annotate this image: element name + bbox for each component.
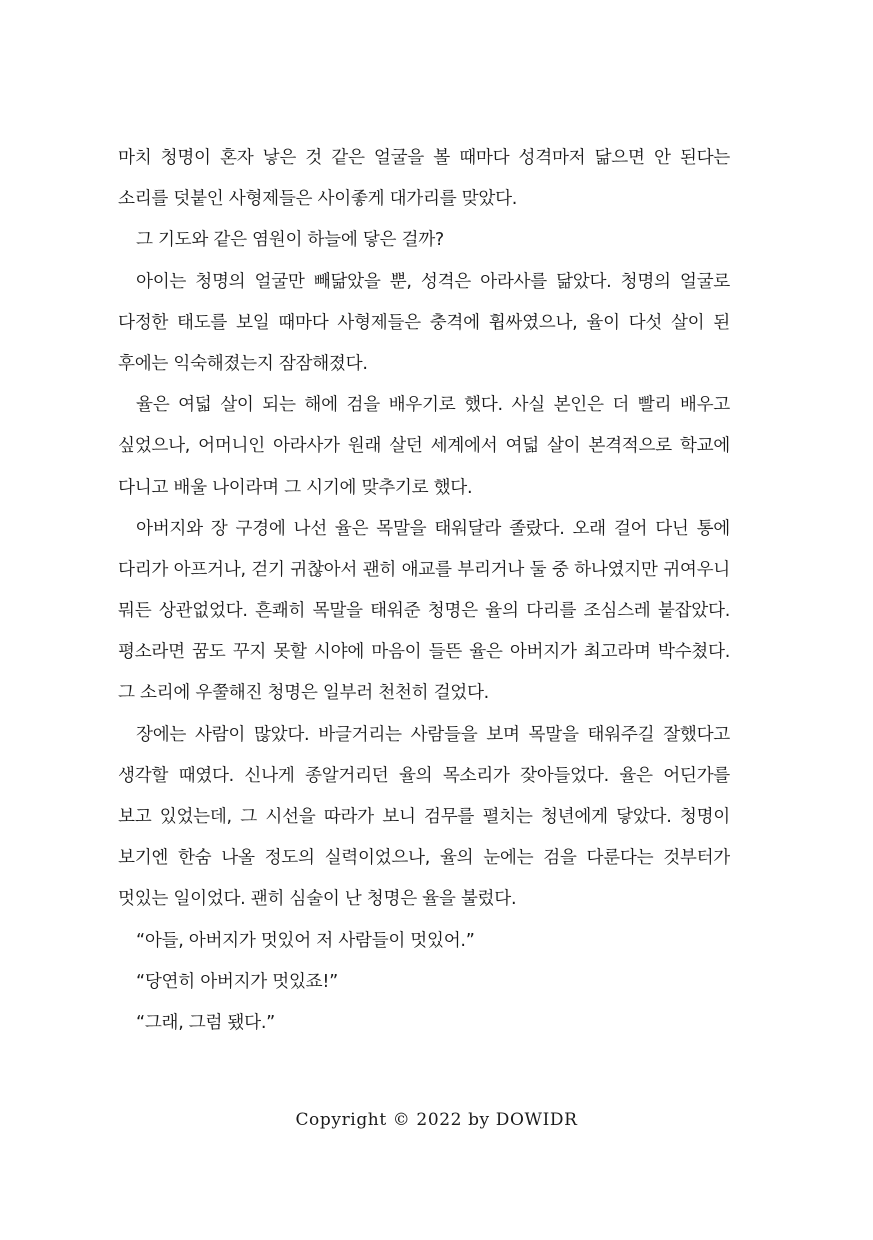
text-line: “아들, 아버지가 멋있어 저 사람들이 멋있어.” bbox=[136, 930, 475, 951]
text-line: 장에는 사람이 많았다. 바글거리는 사람들을 보며 목말을 태워주길 잘했다고 bbox=[136, 724, 730, 745]
text-line: 뭐든 상관없었다. 흔쾌히 목말을 태워준 청명은 율의 다리를 조심스레 붙잡았다. bbox=[118, 601, 730, 622]
text-line: 멋있는 일이었다. 괜히 심술이 난 청명은 율을 불렀다. bbox=[118, 889, 517, 910]
text-line: 평소라면 꿈도 꾸지 못할 시야에 마음이 들뜬 율은 아버지가 최고라며 박수쳤다. bbox=[118, 642, 730, 663]
text-line: 싶었으나, 어머니인 아라사가 원래 살던 세계에서 여덟 살이 본격적으로 학교에 bbox=[118, 436, 730, 457]
text-line: 다리가 아프거나, 걷기 귀찮아서 괜히 애교를 부리거나 둘 중 하나였지만 귀여우니 bbox=[118, 559, 730, 580]
text-line: 마치 청명이 혼자 낳은 것 같은 얼굴을 볼 때마다 성격마저 닮으면 안 된다는 bbox=[118, 148, 730, 168]
text-line: 율은 여덟 살이 되는 해에 검을 배우기로 했다. 사실 본인은 더 빨리 배우고 bbox=[136, 395, 730, 416]
text-line: 생각할 때였다. 신나게 종알거리던 율의 목소리가 잦아들었다. 율은 어딘가를 bbox=[118, 765, 730, 786]
copyright-footer: Copyright © 2022 by DOWIDR bbox=[295, 1110, 578, 1130]
body-text bbox=[118, 138, 730, 1044]
text-line: “당연히 아버지가 멋있죠!” bbox=[136, 971, 338, 992]
text-line: 보고 있었는데, 그 시선을 따라가 보니 검무를 펼치는 청년에게 닿았다. 청명이 bbox=[118, 807, 730, 827]
text-line: 후에는 익숙해졌는지 잠잠해졌다. bbox=[118, 353, 368, 374]
text-line: 다니고 배울 나이라며 그 시기에 맞추기로 했다. bbox=[118, 477, 473, 498]
text-line: 아버지와 장 구경에 나선 율은 목말을 태워달라 졸랐다. 오래 걸어 다닌 통에 bbox=[136, 518, 730, 539]
text-line: 아이는 청명의 얼굴만 빼닮았을 뿐, 성격은 아라사를 닮았다. 청명의 얼굴로 bbox=[136, 271, 730, 292]
text-line: 그 기도와 같은 염원이 하늘에 닿은 걸까? bbox=[136, 230, 444, 251]
text-line: “그래, 그럼 됐다.” bbox=[136, 1012, 275, 1033]
text-line: 보기엔 한숨 나올 정도의 실력이었으나, 율의 눈에는 검을 다룬다는 것부터가 bbox=[118, 848, 730, 869]
text-line: 그 소리에 우쭐해진 청명은 일부러 천천히 걸었다. bbox=[118, 683, 489, 704]
text-line: 다정한 태도를 보일 때마다 사형제들은 충격에 휩싸였으나, 율이 다섯 살이 된 bbox=[118, 312, 730, 333]
text-line: 소리를 덧붙인 사형제들은 사이좋게 대가리를 맞았다. bbox=[118, 189, 518, 210]
